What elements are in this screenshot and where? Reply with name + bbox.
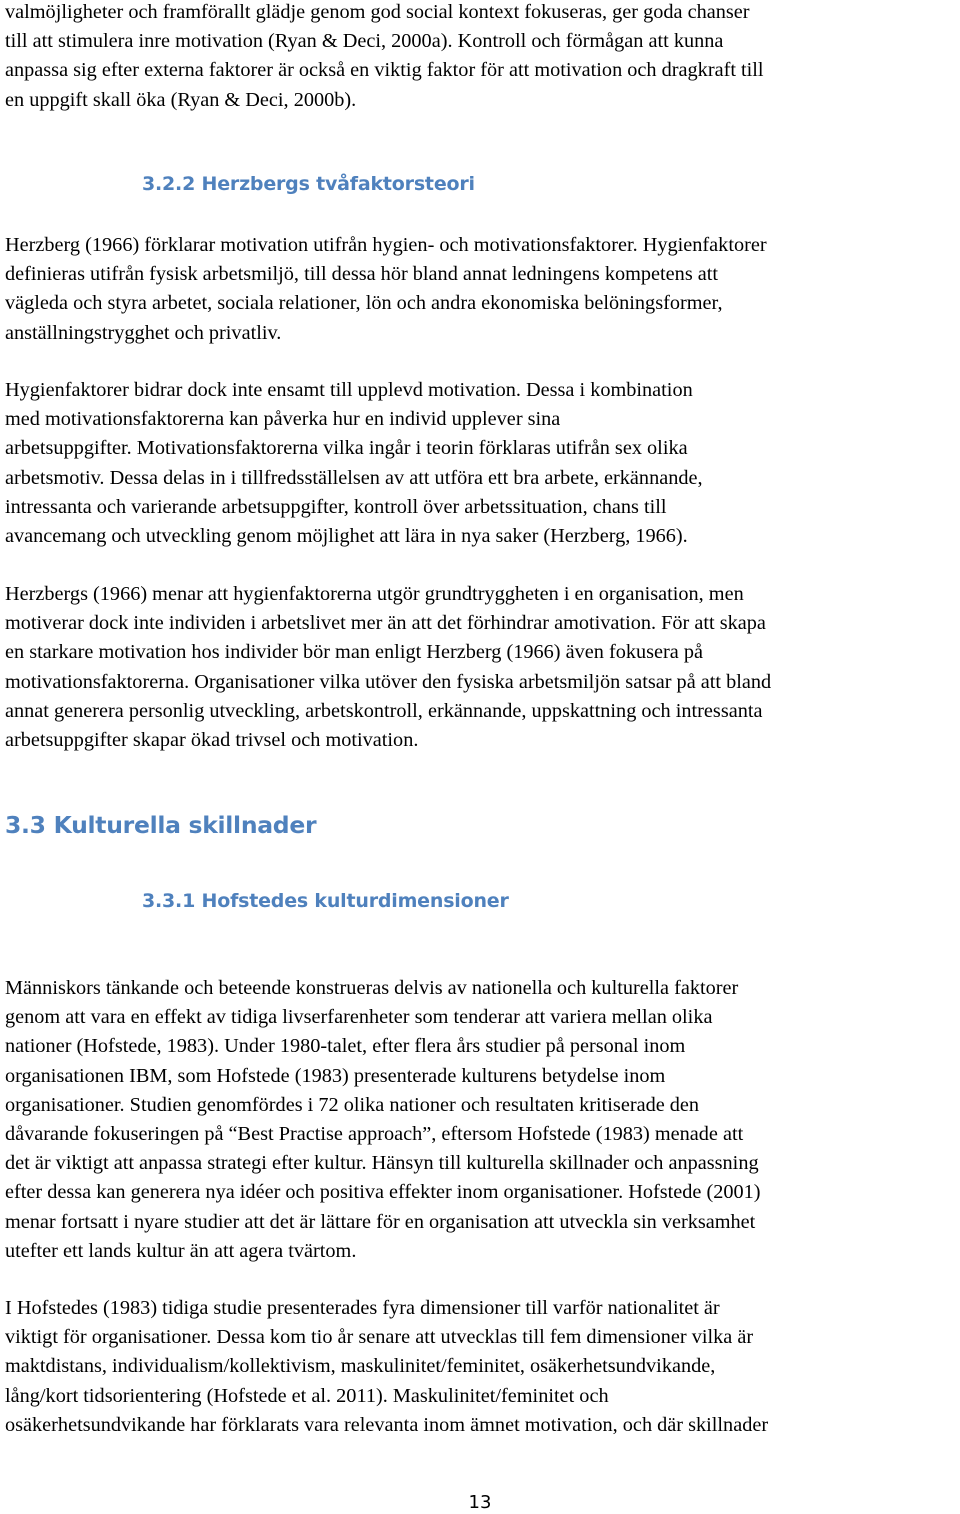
text-line: anpassa sig efter externa faktorer är också en viktig faktor för att motivation och dragkraft till: [5, 59, 764, 82]
text-line: osäkerhetsundvikande har förklarats vara relevanta inom ämnet motivation, och där skillnader: [5, 1413, 769, 1436]
text-line: Herzberg (1966) förklarar motivation utifrån hygien- och motivationsfaktorer. Hygienfaktorer: [5, 234, 767, 256]
text-line: lång/kort tidsorientering (Hofstede et al. 2011). Maskulinitet/feminitet och: [5, 1384, 609, 1407]
text-line: definieras utifrån fysisk arbetsmiljö, till dessa hör bland annat ledningens kompetens att: [5, 263, 719, 286]
section-heading-3-3: 3.3 Kulturella skillnader: [5, 811, 317, 839]
text-line: organisationer. Studien genomfördes i 72 olika nationer och resultaten kritiserade den: [5, 1093, 700, 1116]
text-line: anställningstrygghet och privatliv.: [5, 321, 282, 344]
paragraph-hofstede-2: [0, 1294, 768, 1440]
text-line: arbetsuppgifter. Motivationsfaktorerna vilka ingår i teorin förklaras utifrån sex olika: [5, 437, 688, 460]
text-line: dåvarande fokuseringen på “Best Practise approach”, eftersom Hofstede (1983) menade att: [5, 1123, 744, 1146]
text-line: nationer (Hofstede, 1983). Under 1980-talet, efter flera års studier på personal inom: [5, 1035, 686, 1058]
paragraph-hofstede-1: [0, 974, 761, 1266]
paragraph-herzberg-3: [0, 580, 771, 755]
section-heading-3-2-2: 3.2.2 Herzbergs tvåfaktorsteori: [142, 173, 475, 195]
text-line: till att stimulera inre motivation (Ryan & Deci, 2000a). Kontroll och förmågan att kunna: [5, 30, 724, 53]
text-line: utefter ett lands kultur än att agera tvärtom.: [5, 1239, 357, 1262]
text-line: intressanta och varierande arbetsuppgifter, kontroll över arbetssituation, chans till: [5, 495, 667, 518]
text-line: motivationsfaktorerna. Organisationer vilka utöver den fysiska arbetsmiljön satsar på att bland: [5, 670, 772, 693]
text-line: valmöjligheter och framförallt glädje genom god social kontext fokuseras, ger goda chanser: [5, 1, 750, 23]
text-line: en uppgift skall öka (Ryan & Deci, 2000b).: [5, 88, 357, 111]
text-line: viktigt för organisationer. Dessa kom tio år senare att utvecklas till fem dimensioner vilka är: [5, 1326, 754, 1349]
text-line: Hygienfaktorer bidrar dock inte ensamt till upplevd motivation. Dessa i kombination: [5, 379, 693, 401]
text-line: menar fortsatt i nyare studier att det är lättare för en organisation att utveckla sin verksamhet: [5, 1210, 756, 1233]
text-line: annat generera personlig utveckling, arbetskontroll, erkännande, uppskattning och intressanta: [5, 699, 763, 722]
text-line: efter dessa kan generera nya idéer och positiva effekter inom organisationer. Hofstede (2001): [5, 1181, 761, 1204]
text-line: arbetsmotiv. Dessa delas in i tillfredsställelsen av att utföra ett bra arbete, erkännande,: [5, 466, 703, 489]
text-line: Människors tänkande och beteende konstrueras delvis av nationella och kulturella faktorer: [5, 977, 739, 999]
page-number: 13: [468, 1492, 492, 1513]
paragraph-herzberg-2: [0, 376, 703, 551]
paragraph-herzberg-1: [0, 231, 767, 348]
text-line: vägleda och styra arbetet, sociala relationer, lön och andra ekonomiska belöningsformer,: [5, 292, 723, 315]
text-line: Herzbergs (1966) menar att hygienfaktorerna utgör grundtryggheten i en organisation, men: [5, 583, 744, 605]
text-line: arbetsuppgifter skapar ökad trivsel och motivation.: [5, 729, 419, 752]
paragraph-intro: [0, 0, 764, 115]
text-line: organisationen IBM, som Hofstede (1983) presenterade kulturens betydelse inom: [5, 1064, 666, 1087]
text-line: I Hofstedes (1983) tidiga studie presenterades fyra dimensioner till varför nationalitet är: [5, 1297, 720, 1319]
text-line: genom att vara en effekt av tidiga livserfarenheter som tenderar att variera mellan olika: [5, 1006, 713, 1029]
text-line: maktdistans, individualism/kollektivism, maskulinitet/feminitet, osäkerhetsundvikande,: [5, 1355, 716, 1378]
text-line: det är viktigt att anpassa strategi efter kultur. Hänsyn till kulturella skillnader och anpassning: [5, 1152, 759, 1175]
text-line: avancemang och utveckling genom möjlighet att lära in nya saker (Herzberg, 1966).: [5, 525, 688, 548]
text-line: med motivationsfaktorerna kan påverka hur en individ upplever sina: [5, 408, 561, 431]
section-heading-3-3-1: 3.3.1 Hofstedes kulturdimensioner: [142, 890, 509, 912]
text-line: motiverar dock inte individen i arbetslivet mer än att det förhindrar amotivation. För att skapa: [5, 612, 766, 635]
text-line: en starkare motivation hos individer bör man enligt Herzberg (1966) även fokusera på: [5, 641, 703, 664]
